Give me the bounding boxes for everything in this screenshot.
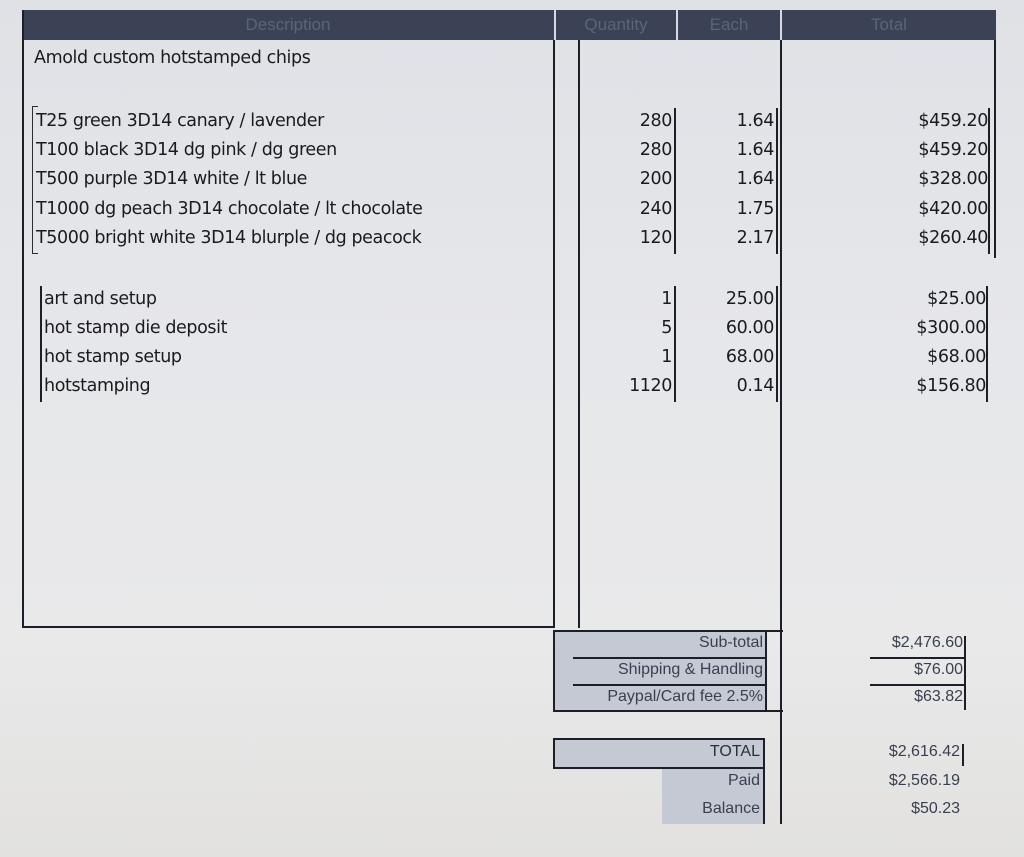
shipping-label: Shipping & Handling xyxy=(618,661,763,678)
total-value: $2,616.42 xyxy=(888,743,960,760)
each-total-divider xyxy=(780,40,782,824)
item-total: $420.00 xyxy=(918,199,988,219)
subtotal-value: $2,476.60 xyxy=(891,634,963,651)
summary-value-divider xyxy=(870,684,966,686)
item-description: T500 purple 3D14 white / lt blue xyxy=(36,169,308,189)
item-quantity: 280 xyxy=(639,111,672,131)
paid-value: $2,566.19 xyxy=(888,772,960,789)
header-each: Each xyxy=(678,10,782,40)
total-bottom-border xyxy=(553,767,765,769)
table-right-border xyxy=(994,40,996,258)
item-each: 2.17 xyxy=(736,228,774,248)
total-label: TOTAL xyxy=(709,743,760,760)
summary-label-edge xyxy=(765,632,767,710)
each-cell-edge xyxy=(776,108,778,254)
service-total: $25.00 xyxy=(927,289,986,309)
balance-value: $50.23 xyxy=(911,800,960,817)
summary-bottom-border xyxy=(553,710,783,712)
summary-top-border xyxy=(553,630,783,632)
service-description: art and setup xyxy=(44,289,157,309)
summary-value-edge xyxy=(964,636,966,710)
service-quantity: 5 xyxy=(661,318,672,338)
service-each: 25.00 xyxy=(725,289,774,309)
paid-label: Paid xyxy=(727,772,760,789)
summary-left-border xyxy=(553,630,555,712)
summary-row-divider xyxy=(573,684,766,686)
service-each: 68.00 xyxy=(725,347,774,367)
item-description: T5000 bright white 3D14 blurple / dg peacock xyxy=(36,228,422,248)
summary-row-divider xyxy=(573,657,766,659)
total-left-border xyxy=(553,738,555,769)
item-each: 1.64 xyxy=(736,169,774,189)
total-top-border xyxy=(553,738,765,740)
item-quantity: 240 xyxy=(639,199,672,219)
item-description: T25 green 3D14 canary / lavender xyxy=(36,111,324,131)
services-row-bracket xyxy=(40,286,42,402)
total-value-edge xyxy=(962,744,964,766)
item-quantity: 120 xyxy=(639,228,672,248)
total-label-edge xyxy=(763,738,765,824)
item-description: T1000 dg peach 3D14 chocolate / lt chocolate xyxy=(36,199,423,219)
quantity-inner-divider xyxy=(578,40,580,628)
header-description: Description xyxy=(22,10,556,40)
item-quantity: 280 xyxy=(639,140,672,160)
quantity-cell-edge xyxy=(674,286,676,402)
balance-label: Balance xyxy=(702,800,760,817)
service-quantity: 1120 xyxy=(629,376,672,396)
service-quantity: 1 xyxy=(661,289,672,309)
service-description: hot stamp setup xyxy=(44,347,182,367)
table-bottom-border xyxy=(22,626,554,628)
item-total: $459.20 xyxy=(918,140,988,160)
service-description: hot stamp die deposit xyxy=(44,318,228,338)
subtotal-label: Sub-total xyxy=(698,634,763,651)
table-left-border xyxy=(22,10,24,628)
item-each: 1.64 xyxy=(736,140,774,160)
item-total: $260.40 xyxy=(918,228,988,248)
shipping-value: $76.00 xyxy=(914,661,963,678)
service-each: 60.00 xyxy=(725,318,774,338)
fee-value: $63.82 xyxy=(914,688,963,705)
service-total: $156.80 xyxy=(916,376,986,396)
service-each: 0.14 xyxy=(736,376,774,396)
total-cell-edge xyxy=(986,286,988,402)
header-total: Total xyxy=(782,10,996,40)
item-description: T100 black 3D14 dg pink / dg green xyxy=(36,140,337,160)
service-total: $300.00 xyxy=(916,318,986,338)
order-title: Amold custom hotstamped chips xyxy=(34,48,311,68)
item-each: 1.64 xyxy=(736,111,774,131)
quantity-column-divider xyxy=(553,40,555,628)
item-quantity: 200 xyxy=(639,169,672,189)
summary-value-divider xyxy=(870,657,966,659)
service-total: $68.00 xyxy=(927,347,986,367)
fee-label: Paypal/Card fee 2.5% xyxy=(607,688,763,705)
quantity-cell-edge xyxy=(674,108,676,254)
item-each: 1.75 xyxy=(736,199,774,219)
service-description: hotstamping xyxy=(44,376,151,396)
item-total: $459.20 xyxy=(918,111,988,131)
total-cell-edge xyxy=(988,108,990,254)
header-quantity: Quantity xyxy=(556,10,678,40)
item-total: $328.00 xyxy=(918,169,988,189)
each-cell-edge xyxy=(776,286,778,402)
service-quantity: 1 xyxy=(661,347,672,367)
